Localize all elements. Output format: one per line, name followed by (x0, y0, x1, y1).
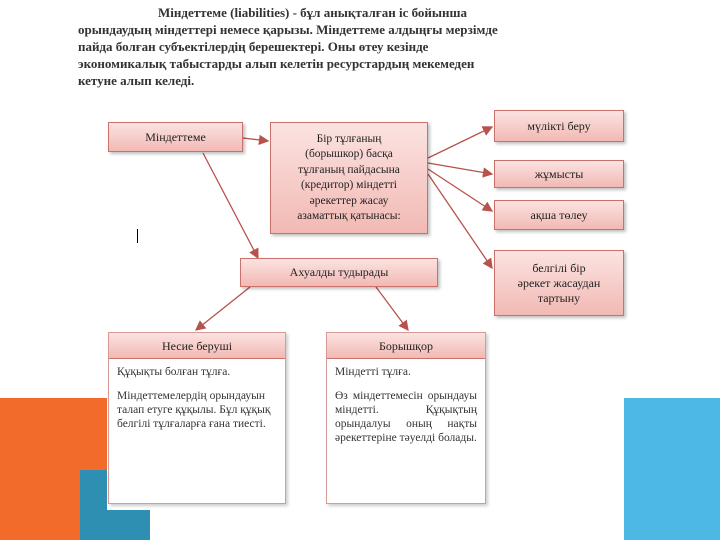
debtor-panel (326, 332, 486, 504)
arrow-obligation-to-gives-rise (203, 153, 258, 258)
gives-rise-label: Ахуалды тудырады (289, 265, 389, 279)
definition-line: Бір тұлғаның (316, 132, 382, 145)
definition-box (270, 122, 428, 234)
obligation-box (108, 122, 243, 152)
creditor-body (109, 359, 285, 445)
debtor-body (327, 359, 485, 459)
action-refrain-line: белгілі бір (532, 260, 586, 275)
heading-line: орындаудың міндеттері немесе қарызы. Міндеттеме алдыңғы мерзімде (78, 22, 498, 37)
heading-line: пайда болған субъектілердің берешектері. Оны өтеу кезінде (78, 39, 429, 54)
heading-line: Міндеттеме (liabilities) - бұл анықталған іс бойынша (158, 5, 468, 20)
action-transfer-box (494, 110, 624, 142)
definition-line: тұлғаның пайдасына (298, 163, 400, 176)
action-work-box (494, 160, 624, 188)
action-refrain-line: тартыну (537, 290, 581, 305)
definition-line: азаматтық қатынасы: (297, 210, 401, 222)
arrow-gives-rise-to-creditor (196, 287, 250, 330)
obligation-label: Міндеттеме (145, 129, 206, 144)
creditor-paragraph: Құқықты болған тұлға. (117, 366, 231, 378)
heading-line: кетуне алып келеді. (78, 73, 195, 88)
action-refrain-line: әрекет жасаудан (517, 275, 601, 290)
heading-line: экономикалық табыстарды алып келетін ресурстардың мекемеден (78, 56, 475, 71)
debtor-title: Борышқор (327, 333, 485, 359)
creditor-panel (108, 332, 286, 504)
definition-line: (кредитор) міндетті (300, 179, 398, 191)
debtor-paragraph: Өз міндеттемесін орындауы міндетті. Құқықтың орындалуы оның нақты әрекеттеріне тәуелді болады. (335, 390, 477, 444)
creditor-title: Несие беруші (109, 333, 285, 359)
action-pay-box (494, 200, 624, 230)
definition-line: (борышкор) басқа (305, 148, 393, 160)
action-refrain-box (494, 250, 624, 316)
arrow-gives-rise-to-debtor (376, 287, 408, 330)
arrow-definition-to-transfer (428, 127, 492, 158)
definition-line: әрекеттер жасау (309, 194, 389, 207)
gives-rise-box (240, 258, 438, 287)
arrow-obligation-to-definition (243, 138, 268, 141)
creditor-paragraph: Міндеттемелердің орындауын талап етуге құқылы. Бұл құқық белгілі тұлғаларға ғана тиесті. (117, 390, 271, 430)
arrow-definition-to-work (428, 163, 492, 174)
action-transfer-label: мүлікті беру (527, 118, 591, 133)
action-pay-label: ақша төлеу (530, 207, 588, 222)
text-cursor-marker (137, 229, 138, 243)
arrow-definition-to-pay (428, 169, 492, 211)
debtor-paragraph: Міндетті тұлға. (335, 366, 411, 378)
action-work-label: жұмысты (534, 166, 584, 181)
arrow-definition-to-refrain (428, 174, 492, 268)
